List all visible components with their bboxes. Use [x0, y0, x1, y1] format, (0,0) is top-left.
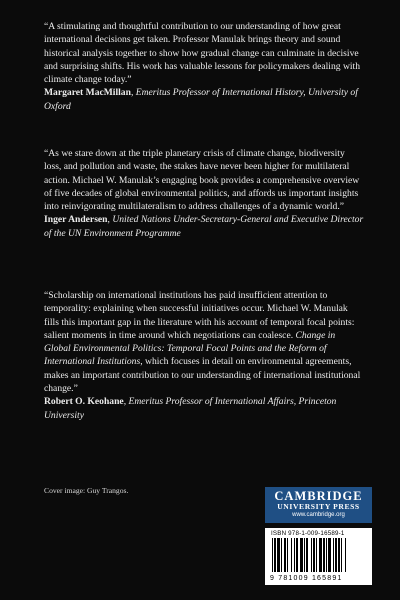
blurb-author-title: United Nations Under-Secretary-General and Executive Director of the UN Environment Programme: [44, 214, 364, 239]
publisher-name: CAMBRIDGE: [274, 489, 363, 503]
blurb-macmillan: “A stimulating and thoughtful contribution to our understanding of how great international decisions get taken. Professor Manulak brings theory and sound historical analysis together to show how gradual change can culminate in decisive and surprising shifts. His work has valuable lessons for policymakers dealing with climate change today.” Margaret MacMillan, Emeritus Professor of International History, University of Oxford: [44, 20, 364, 113]
blurb-author-title: Emeritus Professor of International Affairs, Princeton University: [44, 396, 337, 421]
publisher-logo: [265, 487, 372, 523]
publisher-subtitle: UNIVERSITY PRESS: [277, 502, 360, 511]
blurb-quote: “As we stare down at the triple planetary crisis of climate change, biodiversity loss, and pollution and waste, the stakes have never been higher for multilateral action. Michael W. Manulak’s engaging book provides a comprehensive overview of five decades of global environmental politics, and affords us important insights into reinvigorating multilateralism to address challenges of a dynamic world.”: [44, 148, 360, 213]
book-title: Change in Global Environmental Politics: Temporal Focal Points and the Reform of International Institutions: [44, 329, 336, 368]
blurb-quote-part: “Scholarship on international institutions has paid insufficient attention to temporality: explaining when successful initiatives occur. Michael W. Manulak fills this important gap in the literature with his account of temporal focal points: salient moments in time around which negotiations can coalesce.: [44, 290, 355, 341]
blurb-keohane: “Scholarship on international institutions has paid insufficient attention to temporality: explaining when successful initiatives occur. Michael W. Manulak fills this important gap in the literature with his account of temporal focal points: salient moments in time around which negotiations can coalesce. Change in Global Environmental Politics: Temporal Focal Points and the Reform of International Institutions, which focuses in detail on environmental agreements, makes an important contribution to our understanding of international institutional change.” Robert O. Keohane, Emeritus Professor of International Affairs, Princeton University: [44, 289, 364, 422]
blurb-quote-part: , which focuses in detail on environmental agreements, makes an important contribution to our understanding of international institutional change.”: [44, 356, 361, 395]
isbn-barcode-box: [265, 528, 372, 585]
cover-image-credit: Cover image: Guy Trangos.: [44, 486, 129, 495]
barcode-digits: 9 781009 165891: [270, 575, 343, 582]
blurb-quote: “A stimulating and thoughtful contribution to our understanding of how great international decisions get taken. Professor Manulak brings theory and sound historical analysis together to show how gradual change can culminate in decisive and surprising shifts. His work has valuable lessons for policymakers dealing with climate change today.”: [44, 21, 361, 86]
blurb-author-name: Margaret MacMillan: [44, 87, 131, 99]
publisher-url: www.cambridge.org: [292, 512, 345, 518]
blurb-author-name: Inger Andersen: [44, 214, 108, 226]
blurb-author-title: Emeritus Professor of International History, University of Oxford: [44, 87, 358, 112]
publisher-block: [265, 487, 380, 587]
isbn-label: ISBN 978-1-009-16589-1: [271, 530, 345, 537]
barcode-icon: [270, 538, 367, 574]
blurb-author-name: Robert O. Keohane: [44, 396, 124, 408]
blurb-andersen: “As we stare down at the triple planetary crisis of climate change, biodiversity loss, and pollution and waste, the stakes have never been higher for multilateral action. Michael W. Manulak’s engaging book provides a comprehensive overview of five decades of global environmental politics, and affords us important insights into reinvigorating multilateralism to address challenges of a dynamic world.” Inger Andersen, United Nations Under-Secretary-General and Executive Director of the UN Environment Programme: [44, 148, 364, 239]
blurb-quote: [44, 289, 364, 395]
